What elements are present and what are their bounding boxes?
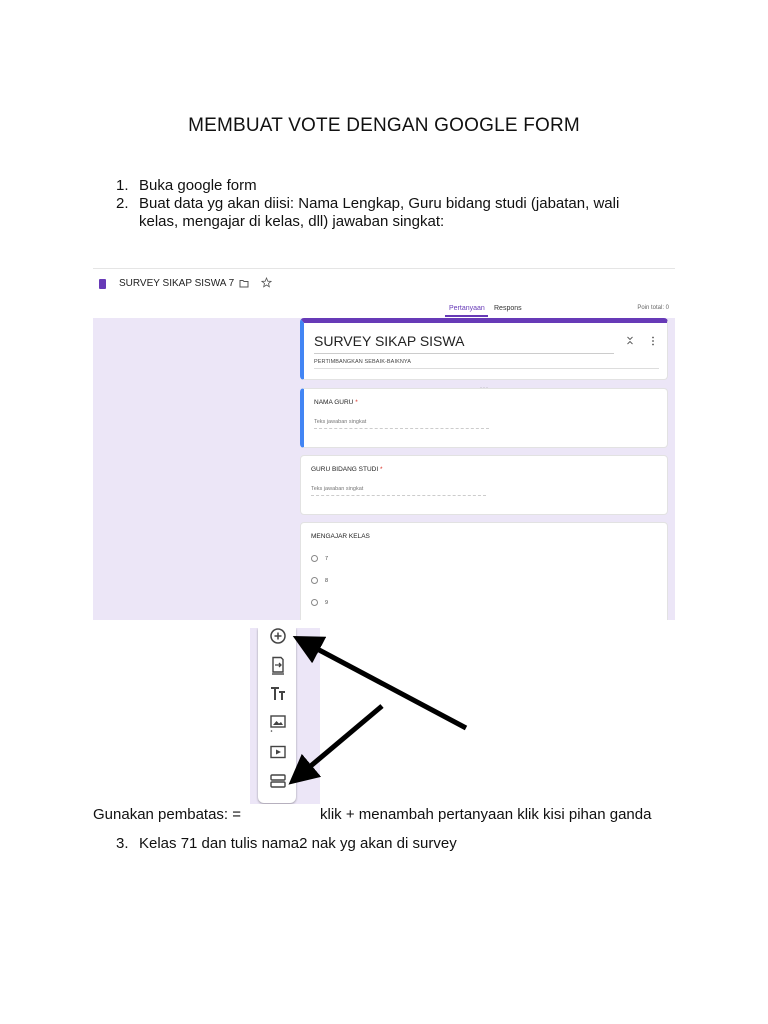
radio-option-9[interactable] xyxy=(311,599,318,606)
divider xyxy=(314,353,614,354)
answer-placeholder: Teks jawaban singkat xyxy=(311,486,364,492)
required-marker: * xyxy=(379,466,383,473)
add-video-icon[interactable] xyxy=(268,742,288,762)
question-card-nama-guru[interactable] xyxy=(300,388,668,448)
required-marker: * xyxy=(355,399,358,406)
divider xyxy=(93,268,675,269)
option-label: 7 xyxy=(325,556,329,562)
step-number: 2. xyxy=(116,195,129,212)
active-tab-indicator xyxy=(445,315,488,317)
step-number: 1. xyxy=(116,177,129,194)
import-questions-icon[interactable] xyxy=(268,655,288,675)
toolbar-screenshot xyxy=(250,628,320,804)
folder-icon[interactable] xyxy=(239,279,249,288)
instruction-prefix: Gunakan pembatas: = xyxy=(93,806,242,823)
tab-respons[interactable]: Respons xyxy=(494,305,522,312)
google-form-screenshot xyxy=(93,268,675,620)
more-vert-icon[interactable] xyxy=(651,336,655,346)
answer-underline xyxy=(314,428,489,429)
question-label: MENGAJAR KELAS xyxy=(311,533,370,540)
form-title-card[interactable] xyxy=(300,318,668,380)
points-total: Poin total: 0 xyxy=(637,305,669,311)
step-2 xyxy=(116,195,656,235)
form-name: SURVEY SIKAP SISWA 7 xyxy=(119,278,235,289)
instruction-suffix: klik + menambah pertanyaan klik kisi pihan ganda xyxy=(320,806,652,823)
question-label-text: GURU BIDANG STUDI xyxy=(311,466,379,473)
tab-pertanyaan[interactable]: Pertanyaan xyxy=(449,305,485,312)
document-title: MEMBUAT VOTE DENGAN GOOGLE FORM xyxy=(188,115,580,136)
step-3 xyxy=(116,835,656,855)
answer-placeholder: Teks jawaban singkat xyxy=(314,419,367,425)
step-text: Buka google form xyxy=(139,177,257,194)
step-number: 3. xyxy=(116,835,129,852)
form-description[interactable]: PERTIMBANGKAN SEBAIK-BAIKNYA xyxy=(314,359,412,365)
step-text: Kelas 71 dan tulis nama2 nak yg akan di survey xyxy=(139,835,457,852)
answer-underline xyxy=(311,495,486,496)
add-question-icon[interactable] xyxy=(268,628,288,646)
instruction-gap xyxy=(247,807,319,825)
option-label: 8 xyxy=(325,578,329,584)
question-label-text: NAMA GURU xyxy=(314,399,354,406)
divider xyxy=(314,368,659,369)
add-title-icon[interactable] xyxy=(268,684,288,704)
step-1 xyxy=(116,177,656,197)
add-image-icon[interactable] xyxy=(268,712,288,732)
question-card-guru-bidang-studi[interactable] xyxy=(300,455,668,515)
option-label: 9 xyxy=(325,600,329,606)
form-toolbar xyxy=(258,628,296,803)
add-section-icon[interactable] xyxy=(268,771,288,791)
collapse-icon[interactable] xyxy=(626,336,634,345)
star-icon[interactable] xyxy=(261,277,272,288)
radio-option-7[interactable] xyxy=(311,555,318,562)
radio-option-8[interactable] xyxy=(311,577,318,584)
document-icon xyxy=(99,279,106,289)
question-card-mengajar-kelas[interactable] xyxy=(300,522,668,620)
arrow-to-add-question xyxy=(306,643,466,728)
form-title[interactable]: SURVEY SIKAP SISWA xyxy=(314,333,465,349)
question-label xyxy=(311,466,383,473)
question-label xyxy=(314,399,358,406)
step-text: Buat data yg akan diisi: Nama Lengkap, Guru bidang studi (jabatan, wali kelas, mengajar di kelas, dll) jawaban singkat: xyxy=(139,195,620,230)
